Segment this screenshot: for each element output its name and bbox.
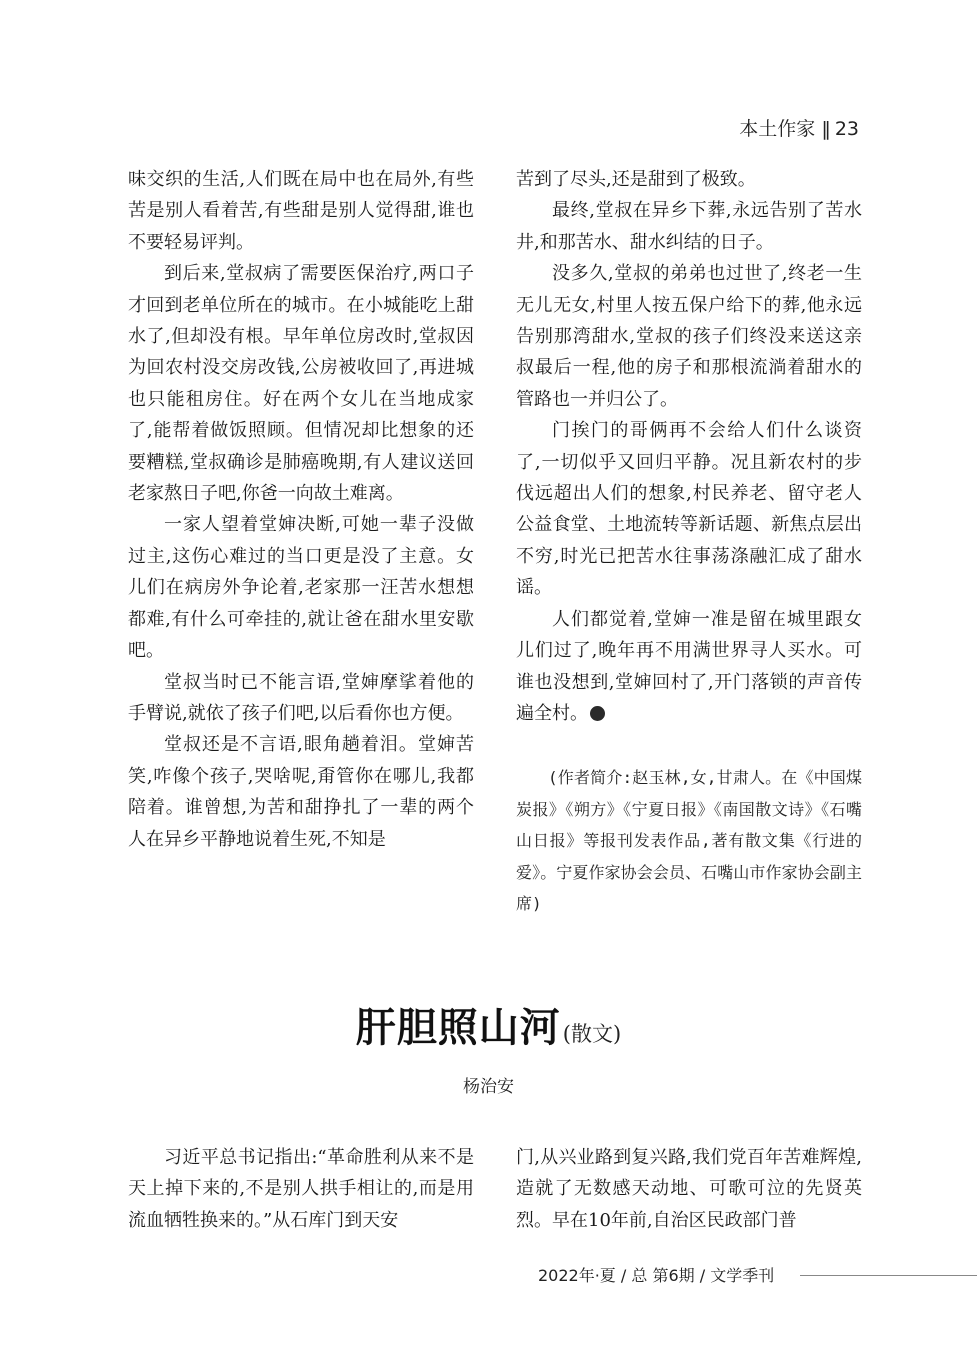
article-title: 肝胆照山河 (355, 1004, 561, 1051)
paragraph: 到后来,堂叔病了需要医保治疗,两口子才回到老单位所在的城市。在小城能吃上甜水了,但却没有根。早年单位房改时,堂叔因为回农村没交房改钱,公房被收回了,再进城也只能租房住。好在两个女儿在当地成家了,能帮着做饭照顾。但情况却比想象的还要糟糕,堂叔确诊是肺癌晚期,有人建议送回老家熬日子吧,你爸一向故土难离。 (128, 263, 474, 505)
running-header (739, 114, 859, 141)
end-mark-icon (590, 706, 605, 721)
paragraph: 最终,堂叔在异乡下葬,永远告别了苦水井,和那苦水、甜水纠结的日子。 (516, 200, 862, 253)
paragraph: 门,从兴业路到复兴路,我们党百年苦难辉煌,造就了无数感天动地、可歌可泣的先贤英烈。早在10年前,自治区民政部门普 (516, 1147, 862, 1231)
text-column-right (516, 164, 862, 729)
paragraph: 门挨门的哥俩再不会给人们什么谈资了,一切似乎又回归平静。况且新农村的步伐远超出人们的想象,村民养老、留守老人公益食堂、土地流转等新话题、新焦点层出不穷,时光已把苦水往事荡涤融汇成了甜水谣。 (516, 420, 862, 599)
author-bio (516, 762, 862, 920)
author-bio-text: (作者简介:赵玉林,女,甘肃人。在《中国煤炭报》《朔方》《宁夏日报》《南国散文诗》《石嘴山日报》等报刊发表作品,著有散文集《行进的爱》。宁夏作家协会会员、石嘴山市作家协会副主席) (516, 768, 862, 913)
header-separator: ‖ (821, 118, 829, 140)
paragraph: 习近平总书记指出:“革命胜利从来不是天上掉下来的,不是别人拱手相让的,而是用流血牺牲换来的。”从石库门到天安 (128, 1147, 474, 1231)
paragraph-last (516, 604, 862, 730)
footer-rule (800, 1275, 977, 1276)
article-genre: (散文) (562, 1022, 622, 1046)
footer-text: 2022年·夏 / 总 第6期 / 文学季刊 (538, 1266, 775, 1285)
paragraph: 味交织的生活,人们既在局中也在局外,有些苦是别人看着苦,有些甜是别人觉得甜,谁也不要轻易评判。 (128, 169, 474, 253)
text-column-left (128, 164, 474, 855)
paragraph: 堂叔当时已不能言语,堂婶摩挲着他的手臂说,就依了孩子们吧,以后看你也方便。 (128, 671, 474, 724)
page-footer (538, 1263, 977, 1287)
paragraph: 堂叔还是不言语,眼角趟着泪。堂婶苦笑,咋像个孩子,哭啥呢,甭管你在哪儿,我都陪着。谁曾想,为苦和甜挣扎了一辈的两个人在异乡平静地说着生死,不知是 (128, 734, 474, 850)
paragraph-text: 人们都觉着,堂婶一准是留在城里跟女儿们过了,晚年再不用满世界寻人买水。可谁也没想到,堂婶回村了,开门落锁的声音传遍全村。 (516, 608, 862, 724)
paragraph: 一家人望着堂婶决断,可她一辈子没做过主,这伤心难过的当口更是没了主意。女儿们在病房外争论着,老家那一汪苦水想想都难,有什么可牵挂的,就让爸在甜水里安歇吧。 (128, 514, 474, 662)
article-author: 杨治安 (463, 1077, 514, 1097)
article-column-right (516, 1142, 862, 1236)
paragraph: 苦到了尽头,还是甜到了极致。 (516, 169, 756, 190)
article-column-left (128, 1142, 474, 1236)
page-number: 23 (834, 118, 859, 140)
article-title-block (0, 996, 977, 1053)
paragraph: 没多久,堂叔的弟弟也过世了,终老一生无儿无女,村里人按五保户给下的葬,他永远告别那湾甜水,堂叔的孩子们终没来送这亲叔最后一程,他的房子和那根流淌着甜水的管路也一并归公了。 (516, 263, 862, 410)
section-name: 本土作家 (739, 118, 816, 140)
